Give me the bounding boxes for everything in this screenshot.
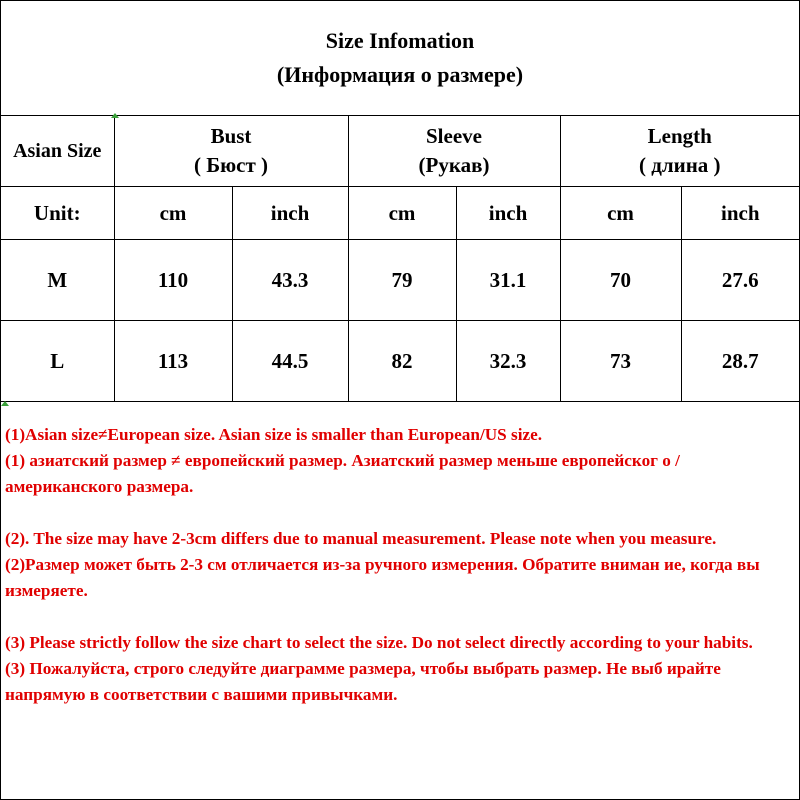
value-cell: 31.1 [456,240,560,321]
value-cell: 28.7 [681,321,799,402]
unit-row [1,187,799,240]
sleeve-label: Sleeve [426,124,482,148]
unit-cell: cm [348,187,456,240]
table-row [1,240,799,321]
title-block [1,1,799,116]
unit-cell: cm [114,187,232,240]
note-3-russian: (3) Пожалуйста, строго следуйте диаграмме размера, чтобы выбрать размер. Не выб ирайте напрямую в соответствии с вашими привычками. [5,659,721,704]
bust-label-ru: ( Бюст ) [193,153,269,177]
value-cell: 70 [560,240,681,321]
size-cell: L [1,321,114,402]
note-3-english: (3) Please strictly follow the size chart to select the size. Do not select directly according to your habits. [5,633,753,652]
size-cell: M [1,240,114,321]
title-russian: (Информация о размере) [276,62,524,87]
value-cell: 110 [114,240,232,321]
unit-cell: inch [681,187,799,240]
table-row [1,321,799,402]
green-marker-icon [111,113,119,118]
note-1-russian: (1) азиатский размер ≠ европейский размер. Азиатский размер меньше европейског о / американского размера. [5,451,680,496]
value-cell: 82 [348,321,456,402]
note-2-russian: (2)Размер может быть 2-3 см отличается из-за ручного измерения. Обратите вниман ие, когда вы измеряете. [5,555,760,600]
note-2-english: (2). The size may have 2-3cm differs due to manual measurement. Please note when you measure. [5,529,717,548]
value-cell: 73 [560,321,681,402]
header-row [1,116,799,187]
value-cell: 44.5 [232,321,348,402]
value-cell: 43.3 [232,240,348,321]
size-table [1,116,799,402]
note-spacer [5,604,795,630]
value-cell: 27.6 [681,240,799,321]
length-header [560,116,799,187]
sleeve-header [348,116,560,187]
unit-cell: cm [560,187,681,240]
bust-label: Bust [210,124,252,148]
value-cell: 113 [114,321,232,402]
note-1-english: (1)Asian size≠European size. Asian size is smaller than European/US size. [5,425,543,444]
length-label: Length [647,124,712,148]
bust-header [114,116,348,187]
title-english: Size Infomation [325,28,475,53]
unit-label: Unit: [1,187,114,240]
length-label-ru: ( длина ) [638,153,721,177]
value-cell: 79 [348,240,456,321]
unit-cell: inch [232,187,348,240]
notes-section [1,402,799,708]
unit-cell: inch [456,187,560,240]
value-cell: 32.3 [456,321,560,402]
green-marker-icon [1,401,9,406]
asian-size-header: Asian Size [1,116,114,187]
note-spacer [5,500,795,526]
sleeve-label-ru: (Рукав) [418,153,490,177]
